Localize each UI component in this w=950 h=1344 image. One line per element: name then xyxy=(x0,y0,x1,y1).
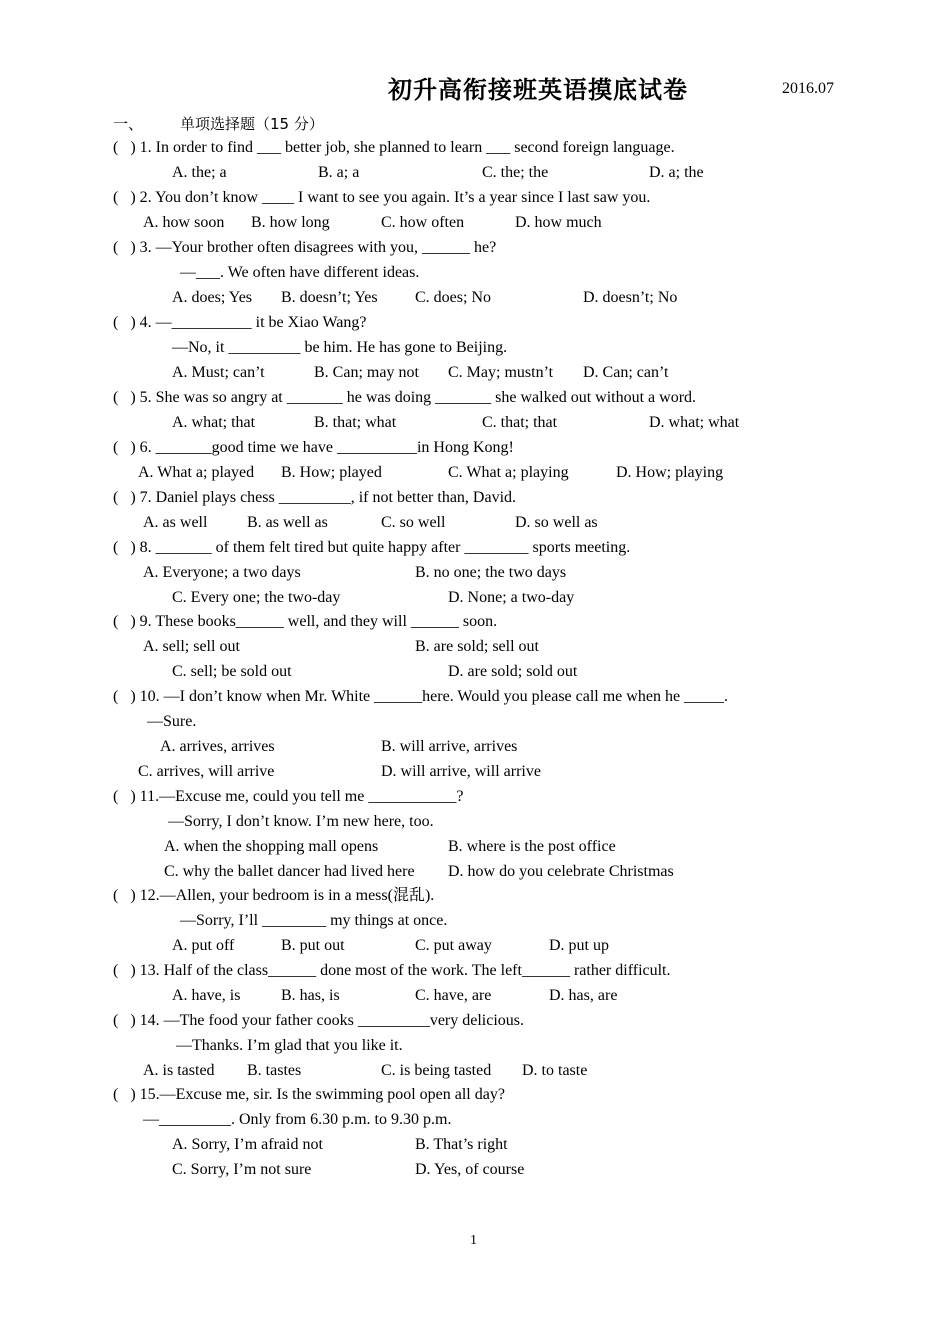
question-stem-line: —___. We often have different ideas. xyxy=(180,264,420,281)
option: A. what; that xyxy=(172,414,256,431)
option: B. that; what xyxy=(314,414,397,431)
option: C. put away xyxy=(415,937,492,954)
question-stem: ( ) 14. —The food your father cooks _________very delicious. xyxy=(113,1012,525,1029)
option: C. Every one; the two-day xyxy=(172,589,341,606)
question-stem: ( ) 6. _______good time we have __________in Hong Kong! xyxy=(113,439,514,456)
option: C. so well xyxy=(381,514,446,531)
question-stem: ( ) 2. You don’t know ____ I want to see you again. It’s a year since I last saw you. xyxy=(113,189,651,206)
option: C. why the ballet dancer had lived here xyxy=(164,863,415,880)
question-stem: ( ) 5. She was so angry at _______ he was doing _______ she walked out without a word. xyxy=(113,389,697,406)
option: B. as well as xyxy=(247,514,328,531)
option: A. is tasted xyxy=(143,1062,215,1079)
option: B. will arrive, arrives xyxy=(381,738,518,755)
option: C. have, are xyxy=(415,987,492,1004)
option: C. that; that xyxy=(482,414,558,431)
option: D. what; what xyxy=(649,414,740,431)
question-stem: ( ) 7. Daniel plays chess _________, if not better than, David. xyxy=(113,489,517,506)
section-label: 单项选择题（15 分） xyxy=(180,115,324,133)
option: B. How; played xyxy=(281,464,382,481)
question-stem-line: —Thanks. I’m glad that you like it. xyxy=(176,1037,403,1054)
page-title: 初升高衔接班英语摸底试卷 xyxy=(388,76,688,104)
option: D. will arrive, will arrive xyxy=(381,763,541,780)
option: B. where is the post office xyxy=(448,838,616,855)
option: D. put up xyxy=(549,937,609,954)
question-stem-line: —Sorry, I’ll ________ my things at once. xyxy=(180,912,448,929)
option: B. how long xyxy=(251,214,330,231)
option: A. have, is xyxy=(172,987,241,1004)
option: A. how soon xyxy=(143,214,225,231)
question-stem-line: —Sure. xyxy=(147,713,197,730)
option: C. the; the xyxy=(482,164,549,181)
option: A. the; a xyxy=(172,164,227,181)
option: D. are sold; sold out xyxy=(448,663,578,680)
question-stem: ( ) 12.—Allen, your bedroom is in a mess(混乱). xyxy=(113,887,435,904)
question-stem: ( ) 11.—Excuse me, could you tell me ___________? xyxy=(113,788,464,805)
option: D. Can; can’t xyxy=(583,364,669,381)
option: D. doesn’t; No xyxy=(583,289,678,306)
section-number: 一、 xyxy=(113,115,144,133)
option: A. does; Yes xyxy=(172,289,253,306)
option: C. What a; playing xyxy=(448,464,569,481)
option: A. put off xyxy=(172,937,235,954)
option: D. a; the xyxy=(649,164,704,181)
question-stem: ( ) 13. Half of the class______ done most of the work. The left______ rather difficult. xyxy=(113,962,671,979)
question-stem: ( ) 15.—Excuse me, sir. Is the swimming pool open all day? xyxy=(113,1086,505,1103)
option: A. arrives, arrives xyxy=(160,738,275,755)
option: C. how often xyxy=(381,214,465,231)
section-heading xyxy=(113,113,324,134)
option: D. how do you celebrate Christmas xyxy=(448,863,674,880)
option: A. Must; can’t xyxy=(172,364,265,381)
question-stem: ( ) 3. —Your brother often disagrees with you, ______ he? xyxy=(113,239,497,256)
option: C. is being tasted xyxy=(381,1062,492,1079)
option: B. no one; the two days xyxy=(415,564,567,581)
option: C. arrives, will arrive xyxy=(138,763,275,780)
option: C. sell; be sold out xyxy=(172,663,292,680)
option: D. has, are xyxy=(549,987,618,1004)
question-stem: ( ) 1. In order to find ___ better job, she planned to learn ___ second foreign language. xyxy=(113,139,675,156)
option: D. How; playing xyxy=(616,464,724,481)
option: A. Sorry, I’m afraid not xyxy=(172,1136,323,1153)
option: D. how much xyxy=(515,214,602,231)
option: B. tastes xyxy=(247,1062,302,1079)
question-stem: ( ) 4. —__________ it be Xiao Wang? xyxy=(113,314,367,331)
option: D. Yes, of course xyxy=(415,1161,525,1178)
option: C. May; mustn’t xyxy=(448,364,554,381)
option: A. when the shopping mall opens xyxy=(164,838,379,855)
question-stem: ( ) 8. _______ of them felt tired but quite happy after ________ sports meeting. xyxy=(113,539,631,556)
option: B. That’s right xyxy=(415,1136,508,1153)
question-stem: ( ) 10. —I don’t know when Mr. White ______here. Would you please call me when he _____. xyxy=(113,688,729,705)
option: A. What a; played xyxy=(138,464,255,481)
option: B. Can; may not xyxy=(314,364,419,381)
option: A. sell; sell out xyxy=(143,638,240,655)
option: A. Everyone; a two days xyxy=(143,564,301,581)
question-stem-line: —_________. Only from 6.30 p.m. to 9.30 p.m. xyxy=(143,1111,452,1128)
page-number: 1 xyxy=(470,1233,477,1248)
exam-date: 2016.07 xyxy=(782,80,834,97)
option: D. to taste xyxy=(522,1062,588,1079)
option: B. doesn’t; Yes xyxy=(281,289,378,306)
question-stem: ( ) 9. These books______ well, and they will ______ soon. xyxy=(113,613,498,630)
question-stem-line: —Sorry, I don’t know. I’m new here, too. xyxy=(168,813,434,830)
question-stem-line: —No, it _________ be him. He has gone to Beijing. xyxy=(172,339,508,356)
option: A. as well xyxy=(143,514,208,531)
option: D. None; a two-day xyxy=(448,589,575,606)
option: C. does; No xyxy=(415,289,491,306)
option: B. has, is xyxy=(281,987,340,1004)
option: D. so well as xyxy=(515,514,598,531)
option: C. Sorry, I’m not sure xyxy=(172,1161,312,1178)
option: B. put out xyxy=(281,937,345,954)
option: B. are sold; sell out xyxy=(415,638,539,655)
option: B. a; a xyxy=(318,164,360,181)
